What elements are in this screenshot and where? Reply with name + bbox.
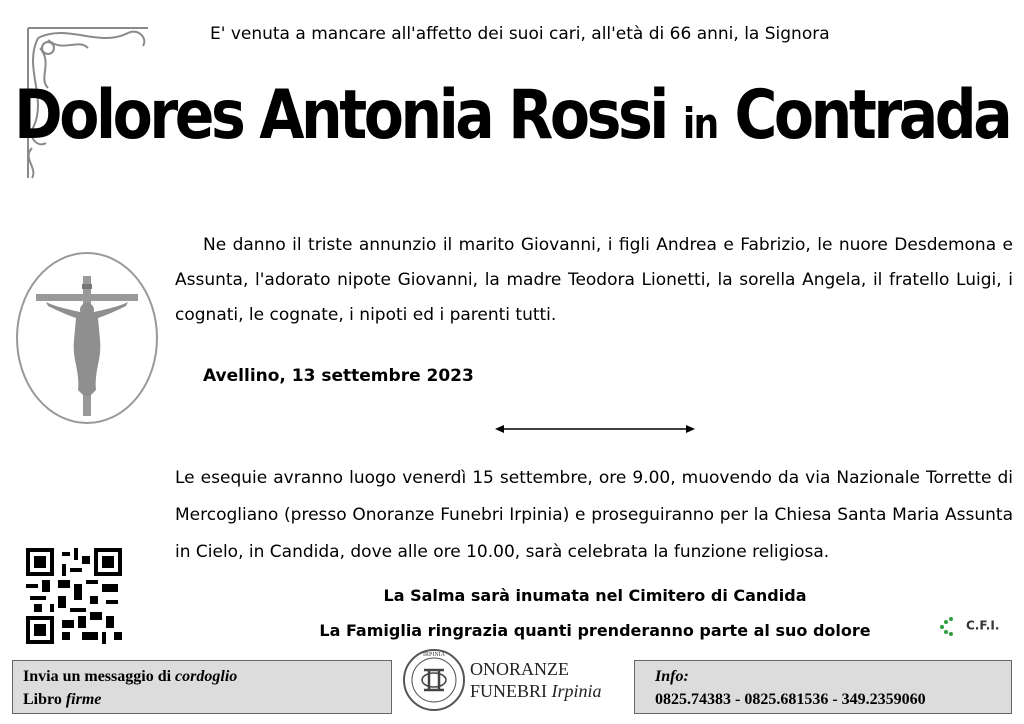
- place-date: Avellino, 13 settembre 2023: [203, 366, 474, 386]
- crucifix-icon: [14, 250, 160, 426]
- phone-numbers[interactable]: 0825.74383 - 0825.681536 - 349.2359060: [655, 691, 926, 708]
- funeral-text: Le esequie avranno luogo venerdì 15 settembre, ore 9.00, muovendo da via Nazionale Torrette di Mercogliano (presso Onoranze Funebri Irpinia) e proseguiranno per la Chiesa Santa Maria Assunta in Cielo, in Candida, dove alle ore 10.00, sarà celebrata la funzione religiosa.: [175, 468, 1013, 562]
- intro-text: E' venuta a mancare all'affetto dei suoi cari, all'età di 66 anni, la Signora: [210, 24, 830, 44]
- name-connector: in: [682, 99, 718, 148]
- funeral-home-name: [470, 658, 602, 702]
- burial-text: La Salma sarà inumata nel Cimitero di Candida: [383, 586, 807, 605]
- condolence-word: cordoglio: [175, 668, 238, 685]
- info-box: [634, 660, 1012, 714]
- name-part1: Dolores Antonia Rossi: [14, 76, 666, 155]
- funeral-home-logo-icon: [402, 646, 466, 714]
- logo-line2-b: Irpinia: [551, 681, 602, 701]
- cfi-logo: [940, 616, 999, 636]
- cfi-label: C.F.I.: [966, 618, 1000, 633]
- logo-ring-text: IRPINIA: [423, 652, 445, 658]
- condolence-link[interactable]: [23, 665, 381, 688]
- book-prefix: Libro: [23, 691, 62, 708]
- funeral-paragraph: [175, 460, 1013, 571]
- thanks-text: La Famiglia ringrazia quanti prenderanno parte al suo dolore: [319, 621, 871, 640]
- guestbook-link[interactable]: [23, 688, 381, 711]
- book-word: firme: [65, 691, 102, 708]
- logo-line1: ONORANZE: [470, 659, 569, 679]
- condolence-prefix: Invia un messaggio di: [23, 668, 172, 685]
- announcement-text: Ne danno il triste annunzio il marito Giovanni, i figli Andrea e Fabrizio, le nuore Desdemona e Assunta, l'adorato nipote Giovanni, la madre Teodora Lionetti, la sorella Angela, il fratello Luigi, i cognati, le cognate, i nipoti ed i parenti tutti.: [175, 235, 1013, 325]
- info-label: Info:: [655, 668, 689, 685]
- divider-arrow: [494, 422, 696, 436]
- cfi-mark-icon: [940, 616, 966, 636]
- announcement-paragraph: [175, 228, 1013, 333]
- logo-line2-a: FUNEBRI: [470, 681, 548, 701]
- deceased-name: [0, 76, 1023, 155]
- name-part2: Contrada: [734, 76, 1010, 155]
- condolence-box[interactable]: [12, 660, 392, 714]
